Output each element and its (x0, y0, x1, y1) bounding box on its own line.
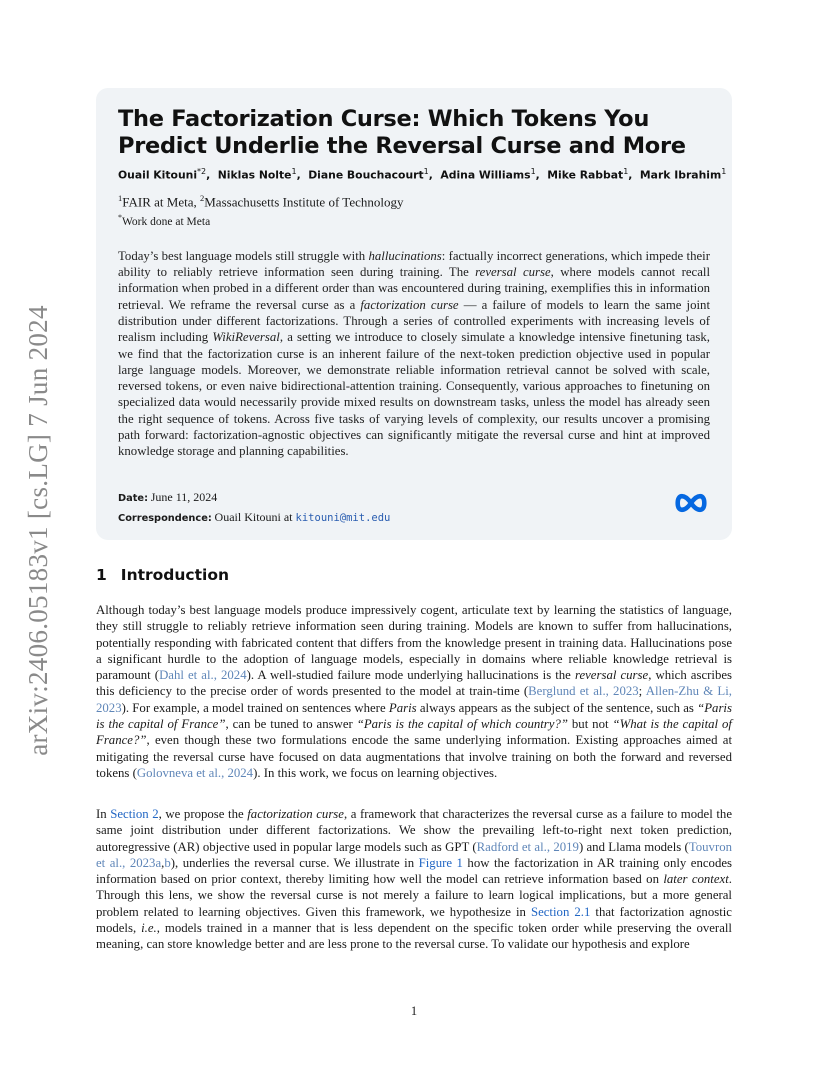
affiliations (118, 190, 710, 210)
text-span: , can be tuned to answer (225, 717, 357, 732)
text-span: always appears as the subject of the sentence, such as (416, 700, 698, 715)
author-name: Adina Williams (440, 168, 531, 182)
note-text: Work done at Meta (122, 215, 211, 228)
text-span: how the factorization in AR training only encodes information based on prior context, thereby limiting how well the model can retrieve information based on (96, 855, 733, 887)
note-mark: * (118, 212, 122, 222)
text-span: Although today’s best language models produce impressively cogent, articulate text by learning the statistics of language, they still struggle to reliably retrieve information seen during training. Models are known to suffer from hallucinations, potentially responding with fabricated content that differs from the knowledge present in training data. Hallucinations pose a significant hurdle to the adoption of language models, especially in domains where reliable knowledge retrieval is paramount ( (96, 603, 732, 683)
citation-link[interactable]: Dahl et al., 2024 (159, 668, 247, 683)
author-mark: 1 (291, 167, 297, 176)
date-value: June 11, 2024 (150, 490, 218, 504)
text-span: , models trained in a manner that is less dependent on the specific token order while preserving the overall meaning, can store knowledge better and are less prone to the reversal curse. To validate our hypothesis and explore (96, 921, 732, 952)
citation-link[interactable]: Allen-Zhu & Li, 2023 (96, 684, 732, 715)
abstract-emphasis: reversal curse (475, 265, 551, 280)
text-span: ). A well-studied failure mode underlying hallucinations is the (246, 668, 575, 683)
abstract-box (96, 88, 732, 540)
affiliation-mark: 1 (118, 192, 123, 203)
arxiv-identifier-stamp (14, 290, 62, 770)
text-span: ), underlies the reversal curse. We illustrate in (170, 855, 419, 870)
emphasis: Paris (388, 700, 417, 715)
text-span: that factorization agnostic models, (96, 904, 732, 936)
citation-link[interactable]: Touvron et al., 2023a (96, 839, 733, 870)
section-heading-introduction (96, 566, 229, 584)
text-span: . Through this lens, we show the reversal curse is not merely a failure to learn logical implications, but a more general problem related to learning objectives. Given this framework, we hypothesize in (96, 872, 732, 919)
date-label: Date: (118, 493, 148, 504)
text-span: ). For example, a model trained on sentences where (121, 700, 389, 715)
emphasis: later context (663, 872, 729, 887)
figure-link[interactable]: Figure 1 (418, 855, 463, 870)
paper-metadata (118, 488, 390, 528)
text-span: ) and Llama models ( (578, 839, 689, 854)
abstract-span: , a setting we introduce to closely simulate a knowledge intensive finetuning task, we find that the factorization curse is an inherent failure of the next-token prediction objective used in popular large language models. Moreover, we demonstrate reliable information retrieval cannot be solved with scale, reversed tokens, or even naive bidirectional-attention training. Consequently, various approaches to finetuning on specialized data would necessarily provide mixed results on downstream tasks, unless the model has already seen the right sequence of tokens. Across five tasks of varying levels of complexity, our results uncover a promising path forward: factorization-agnostic objectives can significantly mitigate the reversal curse and hint at improved knowledge storage and planning capabilities. (118, 330, 710, 459)
abstract-emphasis: hallucinations (368, 248, 442, 263)
author-name: Diane Bouchacourt (308, 168, 424, 182)
emphasis: “Paris is the capital of France” (96, 700, 732, 732)
text-span: ). In this work, we focus on learning objectives. (253, 765, 498, 780)
abstract-text (118, 248, 710, 460)
citation-link[interactable]: Radford et al., 2019 (476, 839, 579, 854)
text-span: ; (638, 684, 646, 699)
affiliation-text: FAIR at Meta, (122, 193, 200, 209)
abstract-span: — a failure of models to learn the same joint distribution under different factorizations. Through a series of controlled experiments with increasing levels of realism including (118, 297, 711, 345)
page-number: 1 (410, 1004, 418, 1018)
emphasis: “What is the capital of France?” (96, 717, 732, 748)
arxiv-identifier-text: arXiv:2406.05183v1 [cs.LG] 7 Jun 2024 (22, 304, 53, 756)
author-name: Mike Rabbat (547, 168, 624, 182)
introduction-paragraph-2 (96, 806, 732, 953)
text-span: In (96, 807, 111, 821)
emphasis: “Paris is the capital of which country?” (356, 717, 568, 732)
author-list: Ouail Kitouni$^{*2}$, Niklas Nolte$^1$, Diane Bouchacourt$^1$, Adina Williams$^1$, Mike Rabbat$^1$, Mark Ibrahim$^1$ (118, 167, 727, 182)
author-note (118, 210, 710, 230)
text-span: , (161, 855, 165, 870)
text-span: , which ascribes this deficiency to the precise order of words presented to the model at train-time ( (96, 668, 733, 699)
affiliation-text: Massachusetts Institute of Technology (204, 193, 404, 209)
author-mark: 1 (623, 167, 629, 176)
section-link[interactable]: Section 2 (110, 807, 159, 821)
citation-link[interactable]: Golovneva et al., 2024 (136, 765, 254, 780)
meta-logo-icon (670, 490, 712, 516)
section-title: Introduction (120, 566, 230, 584)
emphasis: i.e. (141, 921, 157, 936)
section-link[interactable]: Section 2.1 (530, 904, 591, 919)
correspondence-label: Correspondence: (118, 513, 212, 524)
emphasis: factorization curse (247, 807, 344, 821)
author-mark: *2 (197, 167, 207, 176)
abstract-emphasis: factorization curse (360, 297, 459, 312)
abstract-span: , where models cannot recall information when probed in a different order than was encountered during training, exemplifies this in information retrieval. We reframe the reversal curse as a (118, 265, 710, 312)
abstract-emphasis: WikiReversal (212, 330, 280, 345)
author-mark: 1 (423, 167, 429, 176)
affiliation-mark: 2 (200, 192, 205, 203)
author-name: Mark Ibrahim (639, 168, 722, 182)
text-span: , we propose the (158, 807, 248, 821)
citation-link[interactable]: Berglund et al., 2023 (528, 684, 639, 699)
correspondence-name: Ouail Kitouni at (214, 510, 296, 524)
author-mark: 1 (530, 167, 536, 176)
correspondence-line (118, 508, 390, 528)
text-span: , a framework that characterizes the reversal curse as a failure to model the same joint distribution under different factorizations. We show the prevailing left-to-right next token prediction, autoregressive (AR) objective used in popular large models such as GPT ( (96, 807, 732, 854)
abstract-span: : factually incorrect generations, which impede their ability to reliably retrieve information seen during training. The (118, 248, 710, 280)
correspondence-email-link[interactable]: kitouni@mit.edu (295, 512, 391, 524)
author-name: Niklas Nolte (217, 168, 292, 182)
introduction-paragraph-1 (96, 602, 732, 781)
text-span: but not (567, 717, 613, 732)
emphasis: reversal curse (574, 668, 649, 683)
text-span: , even though these two formulations encode the same underlying information. Existing approaches aimed at mitigating the reversal curse have focused on data augmentations that involve training on both the forward and reversed tokens ( (96, 733, 732, 780)
date-line (118, 488, 390, 508)
abstract-span: Today’s best language models still struggle with (118, 248, 369, 263)
section-number: 1 (96, 566, 107, 584)
author-name: Ouail Kitouni (118, 168, 198, 182)
paper-title: The Factorization Curse: Which Tokens You Predict Underlie the Reversal Curse and More (118, 106, 686, 159)
author-mark: 1 (721, 167, 727, 176)
citation-link[interactable]: b (164, 855, 171, 870)
